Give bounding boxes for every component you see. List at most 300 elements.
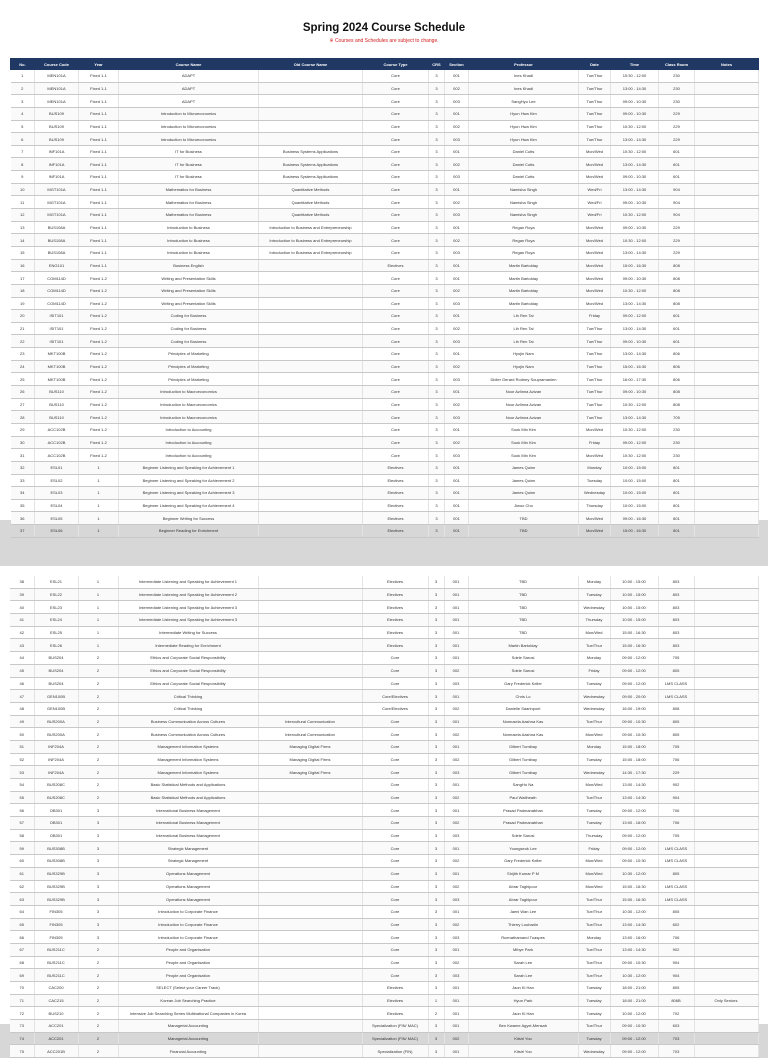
cell-number: 7 xyxy=(11,145,35,158)
cell-course-code: ISIT101 xyxy=(35,322,79,335)
cell-credits: 3 xyxy=(428,728,444,741)
cell-number: 43 xyxy=(10,639,34,652)
table-row xyxy=(11,525,759,538)
cell-professor: Daniel Cutts xyxy=(469,145,579,158)
cell-number: 30 xyxy=(11,436,35,449)
cell-course-code: INF204A xyxy=(34,740,78,753)
cell-section: 002 xyxy=(444,956,468,969)
cell-number: 29 xyxy=(11,423,35,436)
cell-section: 001 xyxy=(445,499,469,512)
cell-course-type: Core xyxy=(363,386,429,399)
table-row xyxy=(11,70,759,83)
cell-notes xyxy=(695,310,759,323)
cell-course-code: FIN305 xyxy=(34,918,78,931)
cell-date: Friday xyxy=(579,436,611,449)
cell-course-name: Introduction to Microeconomics xyxy=(119,133,259,146)
table-row xyxy=(11,284,759,297)
table-row xyxy=(10,893,758,906)
table-row xyxy=(11,209,759,222)
cell-professor: Abrar Taghipour xyxy=(468,880,578,893)
table-row xyxy=(10,740,758,753)
cell-section: 001 xyxy=(444,652,468,665)
cell-course-code: BUS208C xyxy=(34,791,78,804)
cell-credits: 3 xyxy=(429,284,445,297)
table-row xyxy=(10,867,758,880)
column-header-notes: Notes xyxy=(695,59,759,70)
cell-credits: 3 xyxy=(429,259,445,272)
cell-course-name: Principles of Marketing xyxy=(119,360,259,373)
cell-section: 001 xyxy=(445,183,469,196)
cell-professor: Ines Khadi xyxy=(469,70,579,83)
cell-notes xyxy=(694,1007,758,1020)
cell-course-code: ESL24 xyxy=(34,614,78,627)
cell-section: 001 xyxy=(445,70,469,83)
cell-section: 002 xyxy=(444,817,468,830)
table-row xyxy=(11,259,759,272)
cell-class-room: LMS CLASS xyxy=(658,690,694,703)
cell-date: Tuesday xyxy=(578,994,610,1007)
cell-credits: 3 xyxy=(429,348,445,361)
cell-course-code: INF101A xyxy=(35,158,79,171)
cell-time: 09:00 - 12:00 xyxy=(611,310,659,323)
cell-class-room: 904 xyxy=(658,791,694,804)
cell-time: 09:00 - 12:00 xyxy=(610,664,658,677)
table-row xyxy=(11,411,759,424)
cell-year: 2 xyxy=(78,677,118,690)
cell-time: 09:00 - 10:30 xyxy=(611,171,659,184)
cell-professor: Jaon Ki Han xyxy=(468,1007,578,1020)
cell-class-room: 705 xyxy=(658,740,694,753)
cell-number: 50 xyxy=(10,728,34,741)
cell-old-course-name xyxy=(259,423,363,436)
cell-notes xyxy=(694,880,758,893)
cell-date: Tue/Thur xyxy=(579,120,611,133)
cell-course-name: People and Organisation xyxy=(118,956,258,969)
cell-time: 13:00 - 14:30 xyxy=(610,791,658,804)
cell-old-course-name: Business Systems Applications xyxy=(259,171,363,184)
cell-section: 002 xyxy=(445,196,469,209)
cell-class-room: 805 xyxy=(658,905,694,918)
cell-professor: Hyojin Nam xyxy=(469,360,579,373)
cell-section: 001 xyxy=(444,715,468,728)
cell-date: Thursday xyxy=(578,829,610,842)
cell-course-code: BUS208C xyxy=(34,779,78,792)
cell-professor: TBD xyxy=(468,614,578,627)
table-body xyxy=(10,576,758,1058)
cell-date: Mon/Wed xyxy=(578,728,610,741)
cell-number: 38 xyxy=(10,576,34,588)
cell-notes xyxy=(694,779,758,792)
cell-course-code: ACC201B xyxy=(34,1045,78,1058)
cell-section: 002 xyxy=(444,918,468,931)
cell-notes xyxy=(695,297,759,310)
cell-number: 57 xyxy=(10,817,34,830)
cell-number: 55 xyxy=(10,791,34,804)
cell-notes xyxy=(695,423,759,436)
cell-notes xyxy=(694,969,758,982)
cell-date: Tuesday xyxy=(578,804,610,817)
cell-old-course-name xyxy=(259,461,363,474)
cell-class-room: 808 xyxy=(658,702,694,715)
cell-notes xyxy=(695,107,759,120)
cell-number: 63 xyxy=(10,893,34,906)
cell-class-room: 703 xyxy=(658,1045,694,1058)
table-row xyxy=(10,639,758,652)
cell-course-code: ESL21 xyxy=(34,576,78,588)
cell-notes xyxy=(695,234,759,247)
cell-year: 2 xyxy=(78,740,118,753)
cell-number: 51 xyxy=(10,740,34,753)
cell-class-room: 229 xyxy=(659,221,695,234)
table-row xyxy=(10,626,758,639)
cell-section: 001 xyxy=(444,804,468,817)
cell-course-name: Beginner Listening and Speaking for Achievement 1 xyxy=(119,461,259,474)
cell-old-course-name xyxy=(259,322,363,335)
cell-credits: 3 xyxy=(428,1045,444,1058)
cell-credits: 3 xyxy=(428,842,444,855)
cell-time: 09:00 - 12:00 xyxy=(610,842,658,855)
cell-credits: 3 xyxy=(429,107,445,120)
cell-course-type: Core xyxy=(363,272,429,285)
cell-notes xyxy=(694,804,758,817)
cell-notes xyxy=(694,677,758,690)
cell-time: 15:00 - 16:30 xyxy=(611,259,659,272)
cell-course-name: Intermediate Listening and Speaking for Achievement 2 xyxy=(118,588,258,601)
cell-professor: Martin Bartolday xyxy=(469,297,579,310)
cell-course-type: Specialization (FIN/ MAC) xyxy=(362,1020,428,1033)
cell-date: Tue/Thur xyxy=(578,893,610,906)
cell-course-code: OB301 xyxy=(34,804,78,817)
cell-number: 6 xyxy=(11,133,35,146)
cell-course-code: BUS329B xyxy=(34,867,78,880)
cell-professor: Sook Min Kim xyxy=(469,423,579,436)
cell-year: 1 xyxy=(79,461,119,474)
cell-professor: Gilbert Tumibay xyxy=(468,740,578,753)
cell-number: 26 xyxy=(11,386,35,399)
column-header-date: Date xyxy=(579,59,611,70)
cell-date: Tue/Thur xyxy=(579,398,611,411)
cell-course-code: ESL02 xyxy=(35,474,79,487)
cell-credits: 3 xyxy=(429,487,445,500)
cell-notes xyxy=(695,512,759,525)
column-header-section: Section xyxy=(445,59,469,70)
cell-date: Mon/Wed xyxy=(578,855,610,868)
cell-section: 003 xyxy=(445,411,469,424)
cell-professor: TBD xyxy=(468,588,578,601)
cell-old-course-name: Business Systems Applications xyxy=(259,145,363,158)
cell-class-room: 803 xyxy=(658,614,694,627)
table-row xyxy=(10,652,758,665)
cell-number: 45 xyxy=(10,664,34,677)
cell-class-room: 602 xyxy=(658,918,694,931)
cell-number: 40 xyxy=(10,601,34,614)
table-row xyxy=(11,348,759,361)
cell-number: 25 xyxy=(11,373,35,386)
cell-time: 09:00 - 12:00 xyxy=(610,829,658,842)
cell-notes xyxy=(695,411,759,424)
cell-year: 3 xyxy=(78,817,118,830)
cell-section: 001 xyxy=(444,779,468,792)
cell-notes xyxy=(695,525,759,538)
cell-course-type: Core xyxy=(362,969,428,982)
cell-year: Fixed 1-2 xyxy=(79,348,119,361)
cell-year: 3 xyxy=(78,829,118,842)
cell-notes xyxy=(695,461,759,474)
cell-class-room: 904 xyxy=(659,183,695,196)
cell-number: 41 xyxy=(10,614,34,627)
cell-date: Friday xyxy=(579,310,611,323)
cell-old-course-name xyxy=(259,82,363,95)
cell-old-course-name xyxy=(258,626,362,639)
cell-course-code: FIN305 xyxy=(34,905,78,918)
cell-notes xyxy=(694,1020,758,1033)
cell-time: 09:00 - 12:00 xyxy=(610,1045,658,1058)
cell-notes xyxy=(695,246,759,259)
cell-date: Tue/Thur xyxy=(578,905,610,918)
cell-time: 18:00 - 21:00 xyxy=(610,982,658,995)
cell-course-type: Core xyxy=(363,297,429,310)
cell-number: 17 xyxy=(11,272,35,285)
cell-course-code: ACC102B xyxy=(35,449,79,462)
cell-year: Fixed 1-1 xyxy=(79,259,119,272)
cell-date: Friday xyxy=(578,842,610,855)
cell-course-code: ACC102B xyxy=(35,436,79,449)
cell-section: 002 xyxy=(445,360,469,373)
cell-notes xyxy=(694,855,758,868)
cell-course-code: ACC201 xyxy=(34,1020,78,1033)
cell-section: 002 xyxy=(444,880,468,893)
cell-notes xyxy=(694,918,758,931)
cell-time: 09:00 - 12:00 xyxy=(610,677,658,690)
cell-date: Mon/Wed xyxy=(578,626,610,639)
cell-course-type: Electives xyxy=(363,259,429,272)
cell-notes xyxy=(695,70,759,83)
cell-course-name: People and Organisation xyxy=(118,969,258,982)
cell-credits: 3 xyxy=(429,449,445,462)
cell-date: Mon/Wed xyxy=(579,171,611,184)
cell-professor: TBD xyxy=(469,525,579,538)
table-row xyxy=(10,576,758,588)
cell-notes xyxy=(695,386,759,399)
cell-time: 13:00 - 14:30 xyxy=(610,918,658,931)
cell-class-room: 805 xyxy=(658,867,694,880)
cell-course-type: Electives xyxy=(362,982,428,995)
cell-notes xyxy=(695,82,759,95)
cell-old-course-name xyxy=(258,779,362,792)
cell-number: 64 xyxy=(10,905,34,918)
cell-year: 2 xyxy=(78,943,118,956)
cell-number: 47 xyxy=(10,690,34,703)
cell-number: 4 xyxy=(11,107,35,120)
cell-course-name: Beginner Writing for Success xyxy=(119,512,259,525)
cell-course-name: Operations Management xyxy=(118,867,258,880)
cell-professor: Martin Bartolday xyxy=(469,284,579,297)
cell-date: Mon/Wed xyxy=(579,423,611,436)
cell-old-course-name xyxy=(258,804,362,817)
cell-section: 001 xyxy=(444,626,468,639)
cell-number: 46 xyxy=(10,677,34,690)
cell-number: 61 xyxy=(10,867,34,880)
cell-credits: 3 xyxy=(428,664,444,677)
table-row xyxy=(10,728,758,741)
cell-old-course-name xyxy=(258,943,362,956)
cell-time: 10:30 - 12:00 xyxy=(610,969,658,982)
table-row xyxy=(11,499,759,512)
cell-section: 001 xyxy=(445,221,469,234)
cell-course-name: Introduction to Business xyxy=(119,221,259,234)
cell-credits: 3 xyxy=(428,829,444,842)
column-header-course-code: Course Code xyxy=(35,59,79,70)
cell-old-course-name xyxy=(259,297,363,310)
cell-class-room: 808 xyxy=(659,297,695,310)
cell-section: 003 xyxy=(445,335,469,348)
cell-time: 09:00 - 10:30 xyxy=(610,728,658,741)
table-row xyxy=(10,931,758,944)
cell-credits: 3 xyxy=(429,461,445,474)
cell-course-code: BUS109 xyxy=(35,107,79,120)
cell-course-code: MEN101A xyxy=(35,70,79,83)
cell-course-code: GEN100B xyxy=(34,690,78,703)
cell-notes xyxy=(695,398,759,411)
cell-year: 2 xyxy=(78,652,118,665)
table-row xyxy=(10,1032,758,1045)
cell-section: 002 xyxy=(444,702,468,715)
cell-notes xyxy=(694,791,758,804)
cell-section: 001 xyxy=(444,943,468,956)
cell-section: 001 xyxy=(444,994,468,1007)
cell-professor: Danielle Saarinpoel xyxy=(468,702,578,715)
cell-time: 15:00 - 18:00 xyxy=(610,740,658,753)
table-row xyxy=(10,880,758,893)
cell-notes xyxy=(695,284,759,297)
cell-course-type: Core xyxy=(363,120,429,133)
cell-professor: Noor Azlinna Azizan xyxy=(469,411,579,424)
cell-course-type: Electives xyxy=(362,576,428,588)
cell-number: 44 xyxy=(10,652,34,665)
cell-course-type: Core xyxy=(362,817,428,830)
cell-professor: Youngseok Lee xyxy=(468,842,578,855)
cell-course-type: Electives xyxy=(362,601,428,614)
table-row xyxy=(10,614,758,627)
cell-notes xyxy=(695,133,759,146)
cell-old-course-name xyxy=(259,272,363,285)
cell-course-type: Core xyxy=(363,221,429,234)
cell-notes xyxy=(695,196,759,209)
cell-time: 13:00 - 14:30 xyxy=(610,779,658,792)
cell-course-type: Core xyxy=(362,791,428,804)
cell-number: 9 xyxy=(11,171,35,184)
cell-course-type: Core xyxy=(363,107,429,120)
cell-number: 11 xyxy=(11,196,35,209)
cell-course-code: CAC200 xyxy=(34,982,78,995)
cell-course-name: Beginner Listening and Speaking for Achievement 3 xyxy=(119,487,259,500)
cell-credits: 3 xyxy=(428,576,444,588)
cell-date: Tue/Thur xyxy=(578,956,610,969)
cell-course-code: ESL04 xyxy=(35,499,79,512)
cell-credits: 3 xyxy=(428,893,444,906)
cell-class-room: 229 xyxy=(659,246,695,259)
cell-year: 2 xyxy=(78,956,118,969)
cell-course-name: International Business Management xyxy=(118,829,258,842)
cell-course-code: BUS108A xyxy=(35,246,79,259)
cell-date: Wed/Fri xyxy=(579,183,611,196)
cell-year: 2 xyxy=(78,1007,118,1020)
cell-notes xyxy=(694,740,758,753)
cell-time: 10:00 - 15:00 xyxy=(611,474,659,487)
cell-notes xyxy=(695,335,759,348)
table-row xyxy=(11,335,759,348)
cell-class-room: 706 xyxy=(658,804,694,817)
cell-old-course-name xyxy=(259,499,363,512)
table-row xyxy=(11,512,759,525)
cell-date: Mon/Wed xyxy=(579,449,611,462)
cell-number: 19 xyxy=(11,297,35,310)
cell-year: 2 xyxy=(78,753,118,766)
cell-old-course-name xyxy=(258,905,362,918)
cell-credits: 3 xyxy=(428,766,444,779)
cell-course-code: ISIT101 xyxy=(35,310,79,323)
cell-time: 10:30 - 12:00 xyxy=(611,234,659,247)
cell-time: 16:00 - 17:30 xyxy=(611,373,659,386)
cell-credits: 3 xyxy=(429,373,445,386)
column-header-time: Time xyxy=(611,59,659,70)
table-row xyxy=(10,690,758,703)
cell-date: Mon/Wed xyxy=(578,779,610,792)
cell-credits: 3 xyxy=(428,931,444,944)
cell-date: Tuesday xyxy=(578,677,610,690)
cell-professor: James Quinn xyxy=(469,461,579,474)
cell-professor: Sook Min Kim xyxy=(469,449,579,462)
cell-time: 09:00 - 10:30 xyxy=(610,855,658,868)
cell-old-course-name xyxy=(258,1007,362,1020)
cell-number: 22 xyxy=(11,335,35,348)
table-row xyxy=(10,943,758,956)
cell-section: 003 xyxy=(444,893,468,906)
table-row xyxy=(11,82,759,95)
cell-old-course-name xyxy=(258,576,362,588)
cell-course-code: ESL23 xyxy=(34,601,78,614)
cell-class-room: 705 xyxy=(658,652,694,665)
cell-old-course-name xyxy=(259,107,363,120)
cell-old-course-name xyxy=(258,652,362,665)
table-row xyxy=(10,817,758,830)
cell-date: Wed/Fri xyxy=(579,209,611,222)
cell-course-code: INF101A xyxy=(35,171,79,184)
cell-credits: 3 xyxy=(429,322,445,335)
cell-year: 2 xyxy=(78,994,118,1007)
cell-date: Wednesday xyxy=(578,601,610,614)
cell-year: 1 xyxy=(78,576,118,588)
table-row xyxy=(11,272,759,285)
cell-year: 1 xyxy=(78,639,118,652)
cell-number: 54 xyxy=(10,779,34,792)
cell-old-course-name: Managing Digital Firms xyxy=(258,753,362,766)
cell-course-code: BUS329B xyxy=(34,880,78,893)
cell-section: 001 xyxy=(445,461,469,474)
cell-class-room: 806 xyxy=(659,360,695,373)
cell-course-name: Intermediate Listening and Speaking for Achievement 1 xyxy=(118,576,258,588)
cell-course-name: Management Information Systems xyxy=(118,766,258,779)
schedule-table-page-1 xyxy=(10,58,759,538)
cell-time: 09:00 - 10:30 xyxy=(611,95,659,108)
cell-credits: 3 xyxy=(428,626,444,639)
cell-course-name: Writing and Presentation Skills xyxy=(119,297,259,310)
cell-year: Fixed 1-2 xyxy=(79,360,119,373)
cell-section: 001 xyxy=(444,601,468,614)
cell-notes xyxy=(695,499,759,512)
cell-class-room: 230 xyxy=(659,423,695,436)
cell-class-room: LMS CLASS xyxy=(658,880,694,893)
